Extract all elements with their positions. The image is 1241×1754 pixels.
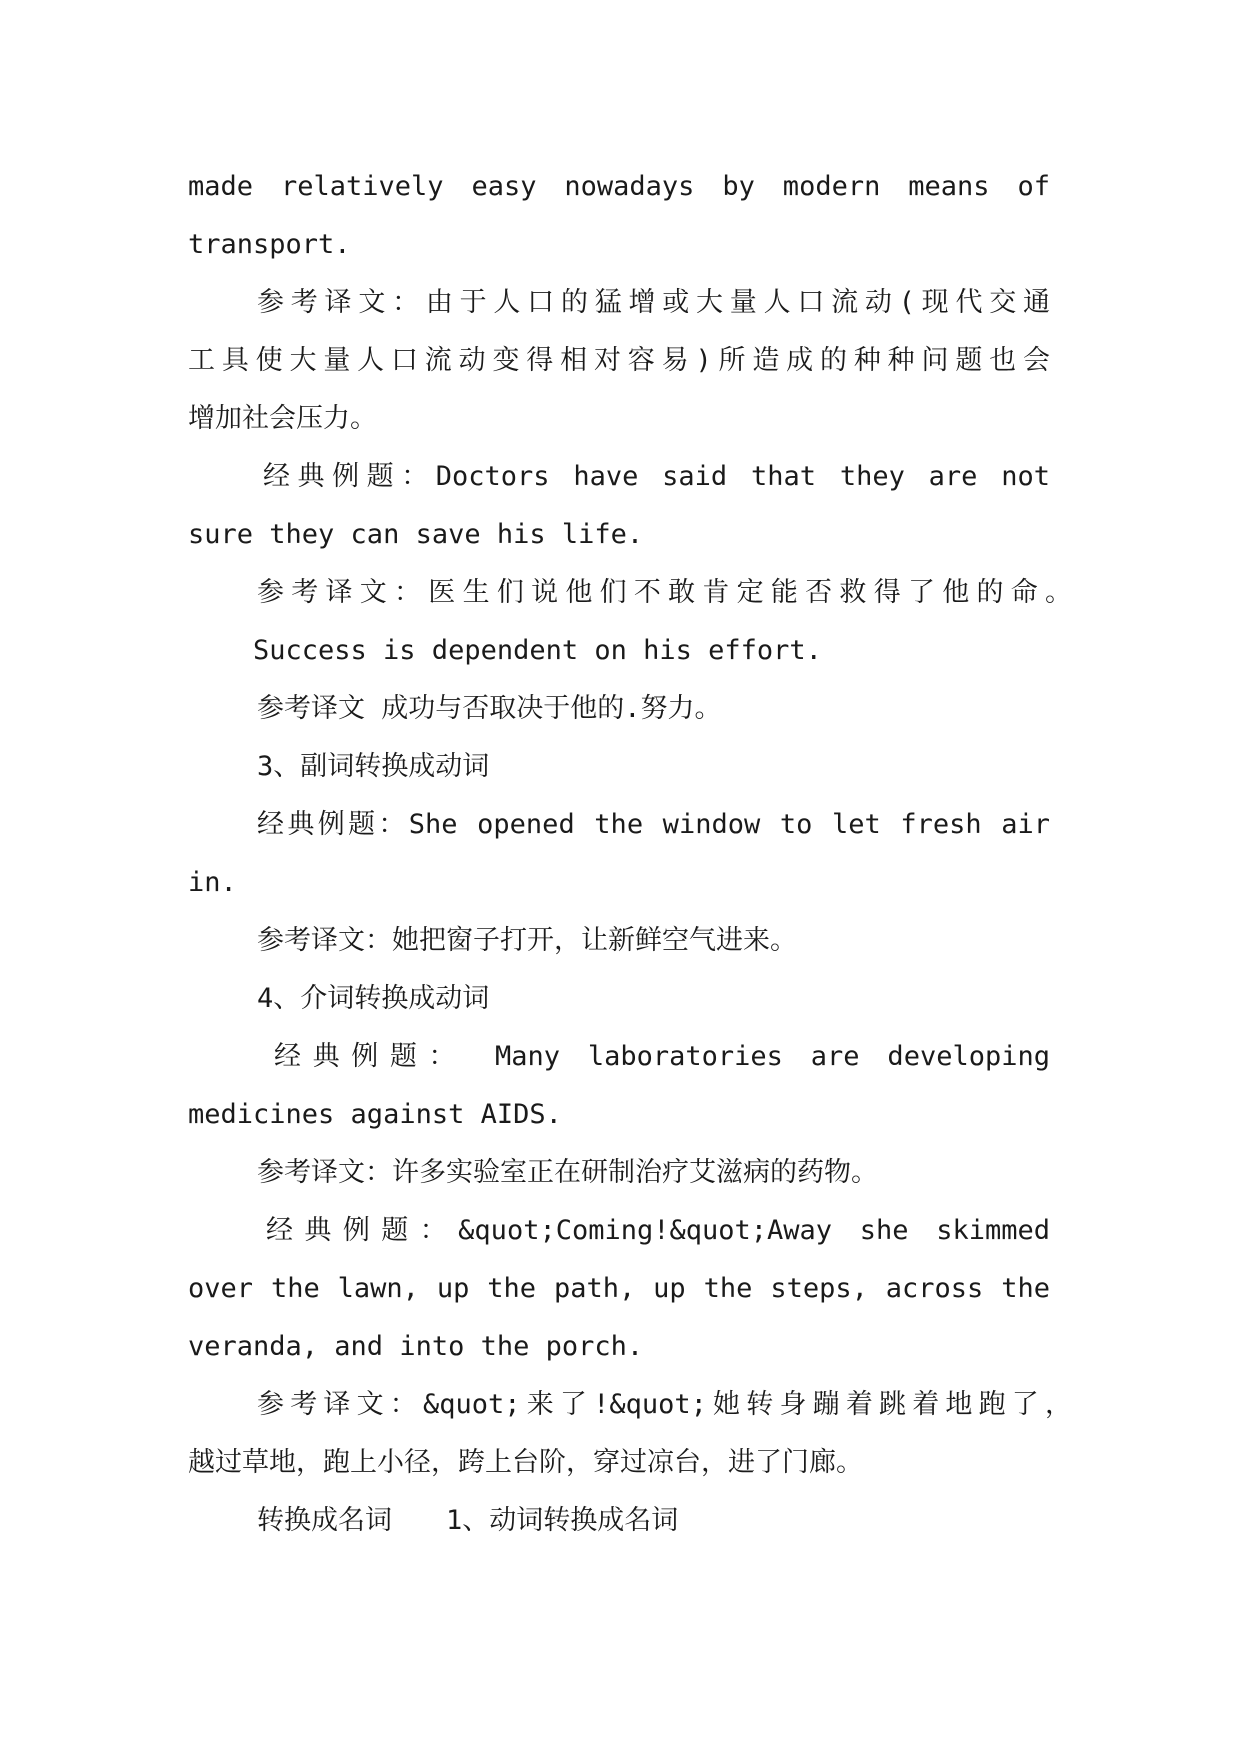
text-line: 经典例题： Many laboratories are developing	[274, 1041, 1050, 1072]
text-line: 参考译文：&quot;来了!&quot;她转身蹦着跳着地跑了，	[257, 1389, 1072, 1420]
text-line: 参考译文：许多实验室正在研制治疗艾滋病的药物。	[257, 1157, 878, 1188]
section-heading: 4、介词转换成动词	[257, 983, 490, 1014]
text-line: made relatively easy nowadays by modern means of	[188, 171, 1050, 202]
text-line: 增加社会压力。	[188, 403, 377, 434]
text-line: 参考译文：由于人口的猛增或大量人口流动(现代交通	[257, 287, 1050, 318]
text-line: 经典例题：She opened the window to let fresh air	[257, 809, 1050, 840]
text-line: 经典例题：Doctors have said that they are not	[263, 461, 1050, 492]
section-heading: 转换成名词 1、动词转换成名词	[257, 1505, 679, 1536]
text-line: 参考译文：医生们说他们不敢肯定能否救得了他的命。	[257, 577, 1072, 608]
text-line: medicines against AIDS.	[188, 1099, 562, 1130]
text-line: 越过草地，跑上小径，跨上台阶，穿过凉台，进了门廊。	[188, 1447, 863, 1478]
text-line: veranda, and into the porch.	[188, 1331, 644, 1362]
text-line: 工具使大量人口流动变得相对容易)所造成的种种问题也会	[188, 345, 1050, 376]
text-line: 参考译文：她把窗子打开，让新鲜空气进来。	[257, 925, 797, 956]
section-heading: 3、副词转换成动词	[257, 751, 490, 782]
text-line: in.	[188, 867, 237, 898]
text-line: over the lawn, up the path, up the steps, across the	[188, 1273, 1050, 1304]
text-line: 经典例题：&quot;Coming!&quot;Away she skimmed	[266, 1215, 1050, 1246]
text-line: 参考译文 成功与否取决于他的.努力。	[257, 693, 722, 724]
text-line: sure they can save his life.	[188, 519, 644, 550]
text-line: transport.	[188, 229, 351, 260]
text-line: Success is dependent on his effort.	[253, 635, 822, 666]
